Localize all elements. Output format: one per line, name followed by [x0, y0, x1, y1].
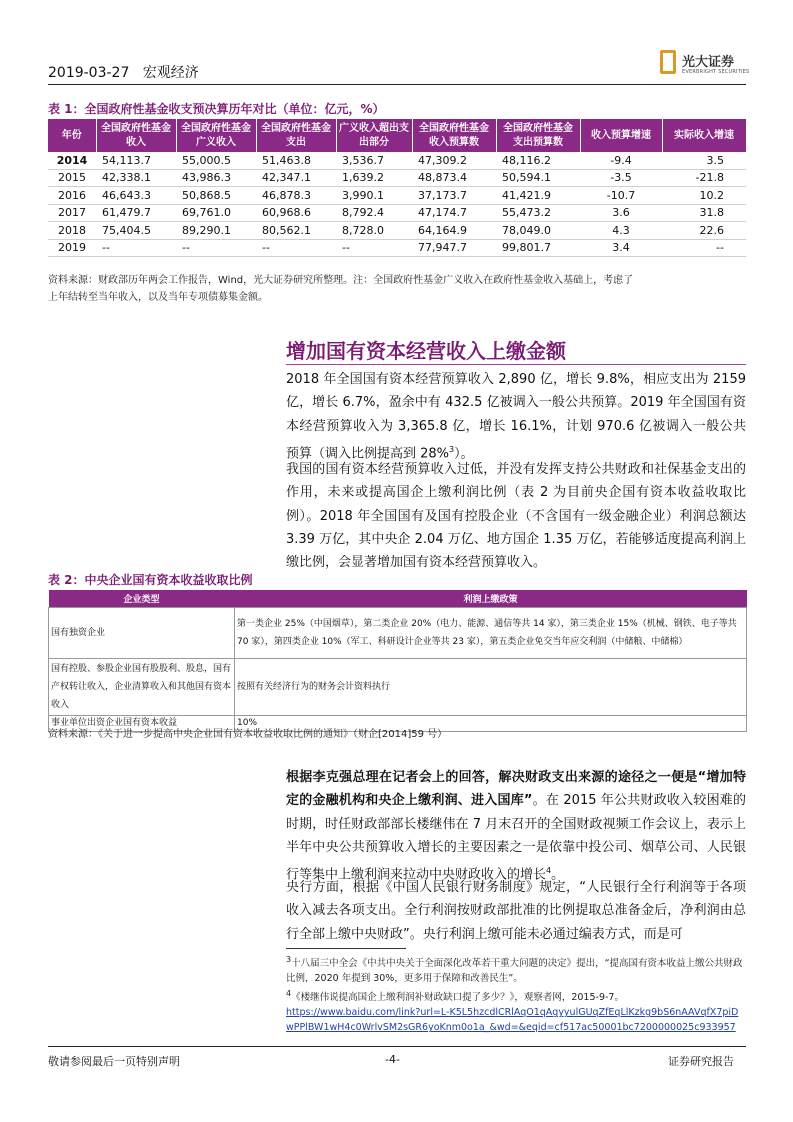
table-cell: 75,404.5	[96, 222, 176, 240]
report-category: 宏观经济	[142, 65, 199, 81]
table-cell: 89,290.1	[176, 222, 256, 240]
table-row	[49, 659, 747, 716]
table-row	[48, 239, 746, 257]
table-cell: 80,562.1	[256, 222, 336, 240]
table1	[48, 119, 747, 257]
paragraph-text: 。在 2015 年公共财政收入较困难的时期，时任财政部部长楼继伟在 7 月末召开的全国财政视频工作会议上，表示上半年中央公共预算收入增长的主要因素之一是依靠中投公司、烟草公司、人民银行等集中上缴利润来拉动中央财政收入的增长	[286, 793, 746, 883]
footer-report-type: 证券研究报告	[668, 1055, 734, 1068]
page-number: -4-	[385, 1053, 400, 1066]
table-cell: 48,873.4	[412, 169, 496, 187]
table-cell: 4.3	[580, 222, 662, 240]
paragraph: 我国的国有资本经营预算收入过低，并没有发挥支持公共财政和社保基金支出的作用，未来或提高国企上缴利润比例（表 2 为目前央企国有资本收益收取比例）。2018 年全国国有及国有控股企业（不含国有一级金融企业）利润总额达 3.39 万亿，其中央企 2.04 万亿、地方国企 1.35 万亿，若能够适度提高利润上缴比例，会显著增加国有资本经营预算收入。	[286, 462, 746, 571]
paragraph-text: 。	[551, 867, 565, 883]
section-title-rule	[286, 364, 746, 365]
table-row	[48, 152, 746, 169]
table-cell: 2019	[48, 239, 96, 257]
table-cell: 55,000.5	[176, 152, 256, 169]
paragraph: 央行方面，根据《中国人民银行财务制度》规定，“人民银行全行利润等于各项收入减去各项支出。全行利润按财政部批准的比例提取总准备金后，净利润由总行全部上缴中央财政”。央行利润上缴可能未必通过编表方式，而是可	[286, 880, 746, 942]
table-cell: 54,113.7	[96, 152, 176, 169]
table-cell: 22.6	[662, 222, 746, 240]
table-cell: --	[176, 239, 256, 257]
table-cell: 2017	[48, 204, 96, 222]
table-cell: 78,049.0	[496, 222, 580, 240]
table-cell: 2018	[48, 222, 96, 240]
table-cell: 2015	[48, 169, 96, 187]
table-cell: --	[256, 239, 336, 257]
table-cell: 3,990.1	[336, 187, 412, 205]
table-cell: 41,421.9	[496, 187, 580, 205]
table2-note: 资料来源：《关于进一步提高中央企业国有资本收益收取比例的通知》（财企[2014]59 号）	[48, 729, 448, 740]
paragraph-text: 2018 年全国国有资本经营预算收入 2,890 亿，增长 9.8%，相应支出为 2159 亿，增长 6.7%，盈余中有 432.5 亿被调入一般公共预算。2019 年全国国有资本经营预算收入为 3,365.8 亿，增长 16.1%，计划 970.6 亿被调入一般公共预算（调入比例提高到 28%	[286, 372, 746, 462]
table-cell: 3.6	[580, 204, 662, 222]
table-cell: 3.4	[580, 239, 662, 257]
table1-header-cell: 广义收入超出支出部分	[336, 119, 412, 152]
table-cell: 2014	[48, 152, 96, 169]
table-row	[48, 204, 746, 222]
table-cell: 48,116.2	[496, 152, 580, 169]
footnote-text: 《楼继伟说提高国企上缴利润补财政缺口提了多少？》，观察者网，2015-9-7。	[291, 992, 624, 1004]
table-cell: 31.8	[662, 204, 746, 222]
table1-note	[48, 272, 748, 306]
table-cell: 43,986.3	[176, 169, 256, 187]
table1-header-cell: 全国政府性基金收入	[96, 119, 176, 152]
table1-header-cell: 全国政府性基金广义收入	[176, 119, 256, 152]
table1-header-row	[48, 119, 746, 152]
table-cell: 按照有关经济行为的财务会计资料执行	[235, 659, 747, 716]
table-cell: 10.2	[662, 187, 746, 205]
table1-caption: 表 1：全国政府性基金收支预决算历年对比（单位：亿元，%）	[48, 102, 385, 116]
table-row	[48, 222, 746, 240]
footnote-number: 3	[286, 955, 292, 964]
table-cell: 8,728.0	[336, 222, 412, 240]
table1-header-cell: 实际收入增速	[662, 119, 746, 152]
table-cell: 3,536.7	[336, 152, 412, 169]
table1-header-cell: 全国政府性基金支出	[256, 119, 336, 152]
footer-rule	[48, 1046, 746, 1047]
table-cell: 3.5	[662, 152, 746, 169]
table-cell: 46,643.3	[96, 187, 176, 205]
table-cell: 事业单位出资企业国有资本收益	[49, 716, 235, 732]
table-cell: 47,174.7	[412, 204, 496, 222]
table2-header-cell: 利润上缴政策	[235, 590, 747, 608]
table2-caption: 表 2：中央企业国有资本收益收取比例	[48, 573, 253, 587]
header-rule	[48, 84, 746, 85]
table-cell: 10%	[235, 716, 747, 732]
table-cell: 61,479.7	[96, 204, 176, 222]
table-row	[49, 608, 747, 659]
table-cell: 37,173.7	[412, 187, 496, 205]
table1-note-line: 资料来源：财政部历年两会工作报告，Wind，光大证券研究所整理。注：全国政府性基金广义收入在政府性基金收入基础上，考虑了	[48, 275, 634, 286]
paragraph-bold-text: 根据李克强总理在记者会上的回答，解决财政支出来源的途径之一便是“增加特定的金融机构和央企上缴利润、进入国库”	[286, 770, 746, 809]
table-cell: 国有控股、参股企业国有股股利、股息，国有产权转让收入，企业清算收入和其他国有资本收入	[49, 659, 235, 716]
footnote-separator	[286, 948, 406, 949]
paragraph-text: ）。	[454, 446, 474, 462]
footnote-3	[286, 952, 746, 986]
table-cell: 46,878.3	[256, 187, 336, 205]
table-cell: 50,868.5	[176, 187, 256, 205]
report-date: 2019-03-27	[48, 65, 130, 81]
table-cell: -9.4	[580, 152, 662, 169]
table-row	[48, 187, 746, 205]
logo-subtitle: EVERBRIGHT SECURITIES	[682, 69, 750, 75]
table-cell: 42,347.1	[256, 169, 336, 187]
logo-name: 光大证券	[682, 55, 735, 70]
table-cell: -10.7	[580, 187, 662, 205]
table-cell: 8,792.4	[336, 204, 412, 222]
report-header	[48, 62, 199, 82]
table-cell: 55,473.2	[496, 204, 580, 222]
table-cell: 2016	[48, 187, 96, 205]
table-cell: 69,761.0	[176, 204, 256, 222]
table1-header-cell: 全国政府性基金收入预算数	[412, 119, 496, 152]
table-cell: --	[96, 239, 176, 257]
brand-logo	[660, 48, 750, 78]
footer-disclaimer: 敬请参阅最后一页特别声明	[48, 1055, 180, 1068]
footnote-number: 4	[286, 989, 292, 999]
table-cell: 1,639.2	[336, 169, 412, 187]
table-cell: 42,338.1	[96, 169, 176, 187]
table1-note-line: 上年结转至当年收入，以及当年专项债募集金额。	[48, 292, 268, 303]
footnote-ref[interactable]: 4	[546, 866, 552, 876]
table-cell: 第一类企业 25%（中国烟草），第二类企业 20%（电力、能源、通信等共 14 家），第三类企业 15%（机械、钢铁、电子等共 70 家），第四类企业 10%（军工、科研设计企业等共 23 家），第五类企业免交当年应交利润（中储粮、中储棉）	[235, 608, 747, 659]
footnote-ref[interactable]: 3	[449, 444, 455, 454]
table-cell: --	[336, 239, 412, 257]
table-row	[48, 169, 746, 187]
table-cell: 国有独资企业	[49, 608, 235, 659]
table-cell: 64,164.9	[412, 222, 496, 240]
table-cell: 50,594.1	[496, 169, 580, 187]
table1-header-cell: 年份	[48, 119, 96, 152]
table-cell: 77,947.7	[412, 239, 496, 257]
logo-mark-icon	[660, 50, 676, 74]
table-cell: 47,309.2	[412, 152, 496, 169]
paragraph	[286, 766, 746, 887]
table-cell: 99,801.7	[496, 239, 580, 257]
section-title: 增加国有资本经营收入上缴金额	[286, 339, 566, 363]
paragraph	[286, 368, 746, 466]
table-cell: -3.5	[580, 169, 662, 187]
footnote-4	[286, 986, 746, 1005]
table-cell: 60,968.6	[256, 204, 336, 222]
table1-header-cell: 全国政府性基金支出预算数	[496, 119, 580, 152]
table2	[48, 590, 747, 732]
table2-header-cell: 企业类型	[49, 590, 235, 608]
table1-header-cell: 收入预算增速	[580, 119, 662, 152]
footnotes	[286, 952, 746, 1035]
table-cell: 51,463.8	[256, 152, 336, 169]
table-cell: --	[662, 239, 746, 257]
table2-header-row	[49, 590, 747, 608]
table-cell: -21.8	[662, 169, 746, 187]
footnote-link[interactable]: https://www.baidu.com/link?url=L-K5L5hzcdlCRlAqO1qAgyyulGUqZfEqLlKzkg9bS6nAAVqfX7piDwPPlBW1wH4c0WrlvSM2sGR6yoKnm0o1a_&wd=&eqid=cf517ac50001bc7200000025c933957	[286, 1007, 739, 1034]
footnote-text: 十八届三中全会《中共中央关于全面深化改革若干重大问题的决定》提出，“提高国有资本收益上缴公共财政比例，2020 年提到 30%，更多用于保障和改善民生”。	[286, 958, 743, 985]
